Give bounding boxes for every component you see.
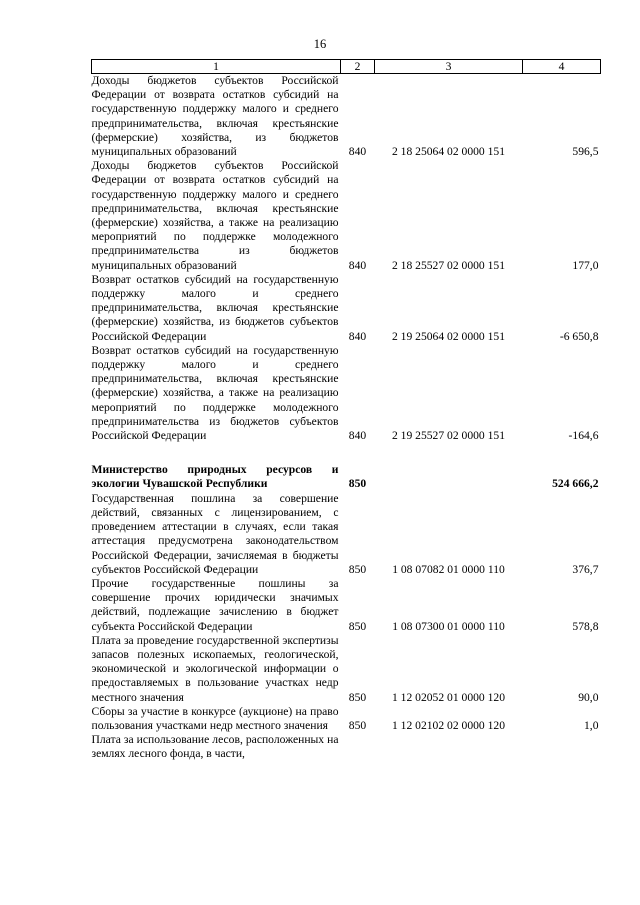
row-admin-code: 850 <box>348 477 367 491</box>
table-row <box>92 705 601 733</box>
row-amount <box>523 733 601 761</box>
row-budget-code: 1 12 02052 01 0000 120 <box>391 690 506 704</box>
row-description: Сборы за участие в конкурсе (аукционе) на право пользования участками недр местного значения <box>91 704 339 732</box>
table-row <box>92 733 601 761</box>
row-amount: 1,0 <box>584 718 599 732</box>
row-amount: 578,8 <box>572 619 599 633</box>
row-admin-code: 850 <box>348 562 367 576</box>
row-admin-code: 840 <box>348 145 367 159</box>
row-description: Государственная пошлина за совершение действий, связанных с лицензированием, с проведением аттестации в случаях, если такая аттестация предусмотрена законодательством Российской Федерации, зачисляемая в бюджеты субъектов Российской Федерации <box>91 491 339 576</box>
row-description: Доходы бюджетов субъектов Российской Федерации от возврата остатков субсидий на государственную поддержку малого и среднего предпринимательства, включая крестьянские (фермерские) хозяйства, из бюджетов муниципальных образований <box>91 74 339 159</box>
row-budget-code: 1 08 07082 01 0000 110 <box>392 562 505 576</box>
header-col-3: 3 <box>375 60 523 74</box>
row-amount: -164,6 <box>568 429 599 443</box>
row-budget-code: 2 18 25527 02 0000 151 <box>391 258 506 272</box>
table-body <box>92 74 601 762</box>
table-row <box>92 634 601 705</box>
header-col-2: 2 <box>341 60 375 74</box>
row-description: Министерство природных ресурсов и экологии Чувашской Республики <box>91 463 339 491</box>
row-budget-code <box>375 463 523 491</box>
table-row <box>92 273 601 344</box>
row-admin-code: 840 <box>348 429 367 443</box>
row-budget-code: 2 19 25064 02 0000 151 <box>391 329 506 343</box>
row-admin-code: 850 <box>348 619 367 633</box>
row-amount: 596,5 <box>572 145 599 159</box>
row-amount: 90,0 <box>578 690 599 704</box>
row-amount: 524 666,2 <box>552 477 599 491</box>
row-description: Доходы бюджетов субъектов Российской Федерации от возврата остатков субсидий на государственную поддержку малого и среднего предпринимательства, включая крестьянские (фермерские) хозяйства, а также на реализацию мероприятий по поддержке молодежного предпринимательства из бюджетов муниципальных образований <box>91 159 339 272</box>
row-admin-code: 850 <box>348 718 367 732</box>
row-amount: -6 650,8 <box>559 329 599 343</box>
row-budget-code: 2 19 25527 02 0000 151 <box>391 429 506 443</box>
row-budget-code <box>375 733 523 761</box>
row-admin-code: 850 <box>348 690 367 704</box>
table-row <box>92 159 601 273</box>
row-description: Плата за проведение государственной экспертизы запасов полезных ископаемых, геологической, экономической и экологической информации о предоставляемых в пользование участках недр местного значения <box>91 633 339 704</box>
row-admin-code <box>341 733 375 761</box>
row-description: Возврат остатков субсидий на государственную поддержку малого и среднего предпринимательства, включая крестьянские (фермерские) хозяйства, из бюджетов субъектов Российской Федерации <box>91 272 339 343</box>
row-budget-code: 2 18 25064 02 0000 151 <box>391 145 506 159</box>
row-budget-code: 1 12 02102 02 0000 120 <box>391 718 506 732</box>
header-col-1: 1 <box>92 60 341 74</box>
row-amount: 376,7 <box>572 562 599 576</box>
table-row <box>92 463 601 491</box>
row-admin-code: 840 <box>348 258 367 272</box>
row-description: Возврат остатков субсидий на государственную поддержку малого и среднего предпринимательства, включая крестьянские (фермерские) хозяйства, а также на реализацию мероприятий по поддержке молодежного предпринимательства из бюджетов субъектов Российской Федерации <box>91 343 339 443</box>
table-row <box>92 492 601 577</box>
row-admin-code: 840 <box>348 329 367 343</box>
row-description: Плата за использование лесов, расположенных на землях лесного фонда, в части, <box>91 733 339 761</box>
header-col-4: 4 <box>523 60 601 74</box>
table-row <box>92 74 601 160</box>
spacer-cell <box>92 443 601 463</box>
row-budget-code: 1 08 07300 01 0000 110 <box>392 619 505 633</box>
table-header-row <box>92 60 601 74</box>
table-row <box>92 577 601 634</box>
revenue-table <box>91 59 601 762</box>
table-row <box>92 344 601 443</box>
spacer-row <box>92 443 601 463</box>
row-description: Прочие государственные пошлины за совершение прочих юридически значимых действий, подлежащие зачислению в бюджет субъекта Российской Федерации <box>91 576 339 633</box>
page-number: 16 <box>313 37 327 51</box>
row-amount: 177,0 <box>572 258 599 272</box>
